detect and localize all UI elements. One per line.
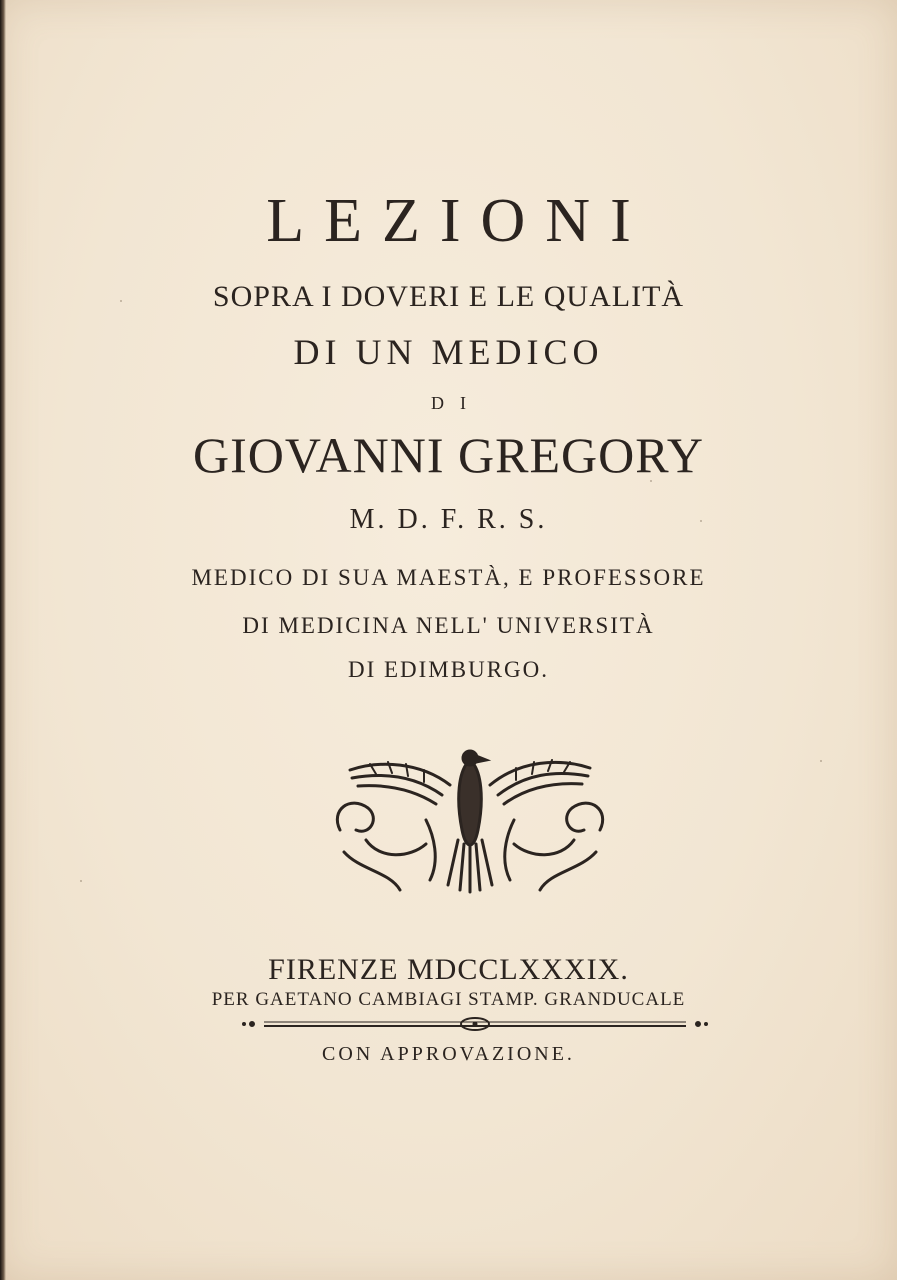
imprint-place-date: FIRENZE MDCCLXXXIX. [268,953,629,986]
paper-speck [80,880,82,882]
decorative-rule [240,1014,710,1038]
paper-speck [700,520,702,522]
author-name: GIOVANNI GREGORY [193,427,704,483]
paper-speck [820,760,822,762]
author-credentials: M. D. F. R. S. [349,504,548,535]
imprint-printer: PER GAETANO CAMBIAGI STAMP. GRANDUCALE [211,989,686,1010]
eagle-ornament-icon [330,740,610,900]
author-position-line-2: DI MEDICINA NELL' UNIVERSITÀ [242,613,655,638]
approval-line: CON APPROVAZIONE. [322,1043,575,1065]
paper-speck [650,480,652,482]
subtitle-line-2: DI UN MEDICO [293,332,604,372]
subtitle-line-1: SOPRA I DOVERI E LE QUALITÀ [212,280,685,313]
author-position-line-3: DI EDIMBURGO. [347,657,550,682]
paper-speck [120,300,122,302]
book-title: LEZIONI [266,187,651,255]
subtitle-line-3: DI [431,393,482,413]
author-position-line-1: MEDICO DI SUA MAESTÀ, E PROFESSORE [191,565,706,590]
